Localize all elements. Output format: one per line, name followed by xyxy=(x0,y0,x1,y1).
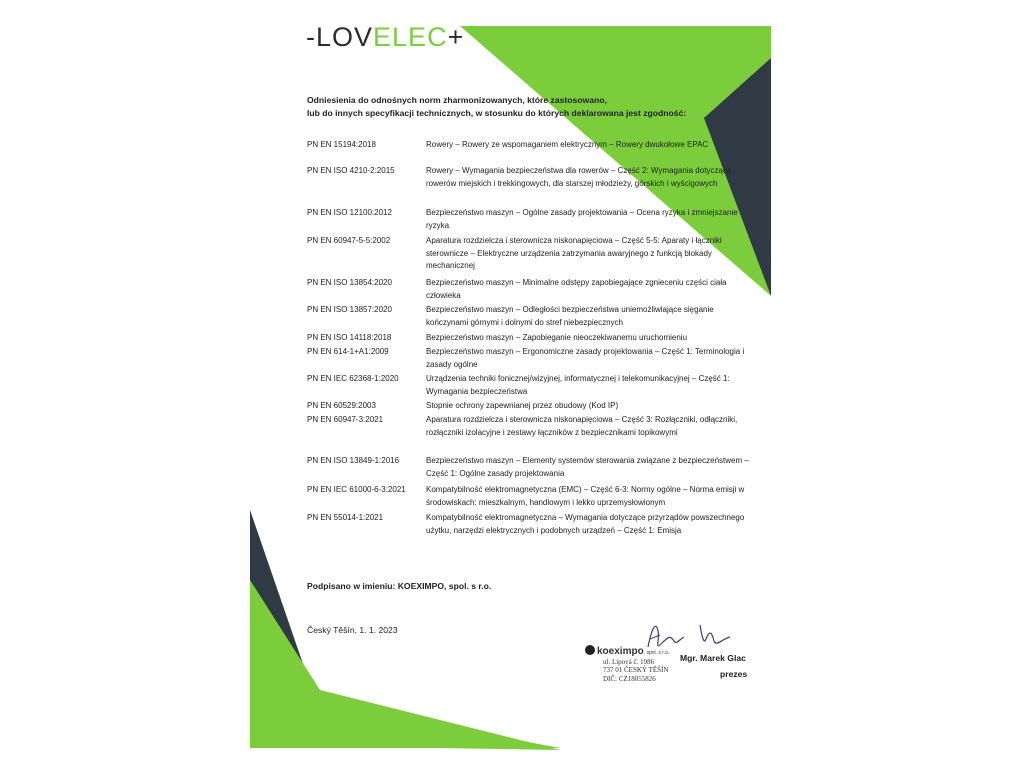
norm-code: PN EN 15194:2018 xyxy=(307,140,376,149)
norm-description: Aparatura rozdzielcza i sterownicza niskonapięciowa – Część 3: Rozłączniki, odłączniki, rozłączniki izolacyjne i zestawy łączników z bezpiecznikami topikowymi xyxy=(426,415,738,437)
stamp-brand: koeximpo xyxy=(597,646,644,657)
norm-description: Rowery – Rowery ze wspomaganiem elektrycznym – Rowery dwukołowe EPAC xyxy=(426,140,709,149)
stamp-address-2: 737 01 ČESKÝ TĚŠÍN xyxy=(603,666,669,674)
stamp-address-1: ul. Lipová č. 1986 xyxy=(603,657,655,666)
norm-description: Bezpieczeństwo maszyn – Elementy systemów sterowania związane z bezpieczeństwem – Część 1: Ogólne zasady projektowania xyxy=(426,456,749,478)
norm-code: PN EN 55014-1:2021 xyxy=(307,513,384,522)
norm-code: PN EN 60529:2003 xyxy=(307,401,376,410)
norm-description: Aparatura rozdzielcza i sterownicza niskonapięciowa – Część 5-5: Aparaty i łączniki sterownicze – Elektryczne urządzenia zatrzymania awaryjnego z funkcją blokady mechanicznej xyxy=(426,236,722,271)
norm-code: PN EN 614-1+A1:2009 xyxy=(307,347,389,356)
stamp-brand-suffix: , spol. s r.o. xyxy=(643,650,670,656)
norm-description: Bezpieczeństwo maszyn – Odległości bezpieczeństwa uniemożliwiające sięganie kończynami górnymi i dolnymi do stref niebezpiecznych xyxy=(426,305,714,327)
intro-line: Odniesienia do odnośnych norm zharmonizowanych, które zastosowano, xyxy=(307,95,607,105)
signer-name: Mgr. Marek Glac xyxy=(680,653,746,663)
norm-code: PN EN ISO 13854:2020 xyxy=(307,278,392,287)
norm-code: PN EN IEC 62368-1:2020 xyxy=(307,374,399,383)
company-stamp xyxy=(585,645,695,683)
koeximpo-logo-icon xyxy=(585,645,595,655)
logo-prefix: - xyxy=(306,22,316,52)
brand-logo xyxy=(306,22,464,53)
norm-code: PN EN ISO 14118:2018 xyxy=(307,333,392,342)
norm-code: PN EN ISO 13849-1:2016 xyxy=(307,456,400,465)
norm-description: Bezpieczeństwo maszyn – Ergonomiczne zasady projektowania – Część 1: Terminologia i zasady ogólne xyxy=(426,347,745,369)
norm-description: Bezpieczeństwo maszyn – Ogólne zasady projektowania – Ocena ryzyka i zmniejszanie ryzyka xyxy=(426,208,738,230)
norm-code: PN EN ISO 13857:2020 xyxy=(307,305,392,314)
norm-code: PN EN 60947-3:2021 xyxy=(307,415,384,424)
norm-code: PN EN ISO 12100:2012 xyxy=(307,208,392,217)
logo-suffix: + xyxy=(447,22,465,52)
place-and-date: Český Těšín, 1. 1. 2023 xyxy=(307,625,398,635)
stamp-dic: DIČ: CZ18055826 xyxy=(603,674,656,683)
norm-description: Kompatybilność elektromagnetyczna (EMC) – Część 6-3: Normy ogólne – Norma emisji w środowiskach: mieszkalnym, handlowym i lekko uprzemysłowionym xyxy=(426,485,745,507)
norm-code: PN EN IEC 61000-6-3:2021 xyxy=(307,485,406,494)
norm-description: Urządzenia techniki fonicznej/wizyjnej, informatycznej i telekomunikacyjnej – Część 1: Wymagania bezpieczeństwa xyxy=(426,374,730,396)
logo-part2: ELEC xyxy=(373,22,448,52)
logo-part1: LOV xyxy=(316,22,374,52)
norm-description: Bezpieczeństwo maszyn – Minimalne odstępy zapobiegające zgnieceniu części ciała człowieka xyxy=(426,278,727,300)
norm-code: PN EN 60947-5-5:2002 xyxy=(307,236,391,245)
intro-text xyxy=(307,94,727,120)
intro-line: lub do innych specyfikacji technicznych, w stosunku do których deklarowana jest zgodność: xyxy=(307,108,687,118)
norm-code: PN EN ISO 4210-2:2015 xyxy=(307,166,395,175)
norm-description: Stopnie ochrony zapewnianej przez obudowy (Kod IP) xyxy=(426,401,619,410)
norm-description: Kompatybilność elektromagnetyczna – Wymagania dotyczące przyrządów powszechnego użytku, narzędzi elektrycznych i podobnych urządzeń – Część 1: Emisja xyxy=(426,513,745,535)
stamp-brand-row xyxy=(585,645,695,658)
norm-description: Bezpieczeństwo maszyn – Zapobieganie nieoczekiwanemu uruchomieniu xyxy=(426,333,688,342)
signer-role: prezes xyxy=(720,669,748,679)
norm-description: Rowery – Wymagania bezpieczeństwa dla rowerów – Część 2: Wymagania dotyczące rowerów miejskich i trekkingowych, dla starszej młodzieży, górskich i wyścigowych xyxy=(426,166,732,188)
signed-on-behalf: Podpisano w imieniu: KOEXIMPO, spol. s r.o. xyxy=(307,581,492,591)
